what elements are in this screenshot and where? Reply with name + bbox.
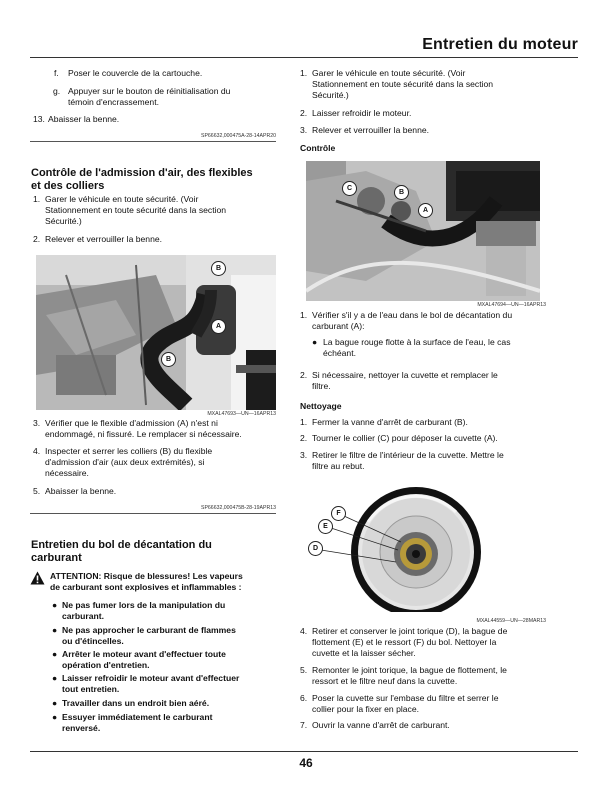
step-text: Abaisser la benne. [48, 114, 120, 124]
step-text-line: Poser la cuvette sur l'embase du filtre et serrer le [312, 693, 499, 703]
step-text-line: ressort et le filtre neuf dans la cuvette. [312, 676, 458, 686]
safety-bullet [52, 712, 282, 734]
header-rule [30, 57, 578, 58]
bullet-line: Essuyer immédiatement le carburant [62, 712, 213, 722]
subheading-controle: Contrôle [300, 143, 336, 153]
safety-bullet [52, 625, 282, 647]
image-caption: MXAL44559—UN—28MAR13 [476, 618, 546, 624]
step-number: 4. [33, 446, 41, 456]
step-text-line: Stationnement en toute sécurité dans la section [45, 205, 227, 215]
step-number: 6. [300, 693, 308, 703]
bullet-line: ou d'étincelles. [62, 636, 124, 646]
section-divider [30, 513, 276, 514]
step-text-line: flottement (E) et le ressort (F) du bol. Nettoyer la [312, 637, 497, 647]
step-text-line: collier pour la fixer en place. [312, 704, 419, 714]
bullet-dot: ● [52, 600, 58, 610]
step-text-line: filtre. [312, 381, 331, 391]
step-number: 2. [33, 234, 41, 244]
bullet-dot: ● [52, 712, 58, 722]
safety-bullet [52, 600, 282, 622]
step-number: 3. [300, 450, 308, 460]
warning-line: de carburant sont explosives et inflammables : [50, 582, 242, 592]
image-caption: MXAL47694—UN—16APR13 [477, 302, 546, 308]
bullet-dot: ● [52, 698, 58, 708]
bullet-line: carburant. [62, 611, 105, 621]
step-number: 7. [300, 720, 308, 730]
step-text-line: filtre au rebut. [312, 461, 365, 471]
bullet-line: échéant. [323, 348, 356, 358]
step-text: Relever et verrouiller la benne. [312, 125, 430, 135]
section-heading-line: et des colliers [31, 179, 105, 192]
step-text-line: Retirer et conserver le joint torique (D), la bague de [312, 626, 508, 636]
reference-code: SP66632,000475A-28-14APR20 [201, 133, 276, 139]
step-number: 4. [300, 626, 308, 636]
step-number: 2. [300, 433, 308, 443]
bullet-line: renversé. [62, 723, 101, 733]
callout-b: B [394, 185, 409, 200]
step-number: 1. [300, 417, 308, 427]
step-g [53, 86, 283, 108]
step-number: 1. [300, 68, 308, 78]
step-number: 13. [33, 114, 45, 124]
step-number: 3. [33, 418, 41, 428]
section-heading [31, 167, 291, 192]
step-number: 3. [300, 125, 308, 135]
step-number: g. [53, 86, 61, 96]
step-text: Abaisser la benne. [45, 486, 117, 496]
callout-b-bottom: B [161, 352, 176, 367]
step-text: Ouvrir la vanne d'arrêt de carburant. [312, 720, 450, 730]
fuel-bowl-photo [306, 161, 540, 301]
step-number: 1. [300, 310, 308, 320]
bullet-line: Ne pas fumer lors de la manipulation du [62, 600, 226, 610]
step-text-line: Stationnement en toute sécurité dans la section [312, 79, 494, 89]
check-step-2 [300, 370, 570, 392]
step-text-line: endommagé, ni fissuré. Le remplacer si nécessaire. [45, 429, 242, 439]
footer-rule [30, 751, 578, 752]
step-3 [33, 418, 283, 440]
page-title: Entretien du moteur [422, 36, 578, 53]
step-text-line: Garer le véhicule en toute sécurité. (Voir [45, 194, 199, 204]
warning-line: ATTENTION: Risque de blessures! Les vapeurs [50, 571, 243, 581]
callout-d: D [308, 541, 323, 556]
step-text-line: Retirer le filtre de l'intérieur de la cuvette. Mettre le [312, 450, 504, 460]
filter-bowl-photo [306, 482, 546, 612]
section-heading-line: Entretien du bol de décantation du [31, 539, 212, 551]
bullet-line: opération d'entretien. [62, 660, 150, 670]
step-text: Poser le couvercle de la cartouche. [68, 68, 203, 78]
section-heading-line: Contrôle de l'admission d'air, des flexibles [31, 167, 253, 179]
callout-c: C [342, 181, 357, 196]
check-bullet [312, 337, 572, 359]
fuel-bowl-illustration [306, 161, 540, 301]
step-number: 2. [300, 108, 308, 118]
clean-step-3 [300, 450, 570, 472]
callout-e: E [318, 519, 333, 534]
engine-illustration [36, 255, 276, 410]
bullet-line: tout entretien. [62, 684, 120, 694]
bullet-dot: ● [312, 337, 318, 347]
step-number: f. [54, 68, 59, 78]
section-heading [31, 539, 291, 564]
step-text-line: témoin d'encrassement. [68, 97, 159, 107]
step-1 [300, 68, 570, 102]
filter-bowl-illustration [306, 482, 546, 612]
bullet-line: Arrêter le moteur avant d'effectuer toute [62, 649, 226, 659]
clean-step-6 [300, 693, 575, 715]
bullet-dot: ● [52, 673, 58, 683]
step-text-line: cuvette et la laisser sécher. [312, 648, 416, 658]
step-text-line: d'admission d'air (aux deux extrémités), si [45, 457, 205, 467]
step-text-line: Sécurité.) [312, 90, 349, 100]
callout-a: A [211, 319, 226, 334]
step-text: Tourner le collier (C) pour déposer la cuvette (A). [312, 433, 498, 443]
bullet-line: Laisser refroidir le moteur avant d'effectuer [62, 673, 240, 683]
section-heading-line: carburant [31, 551, 82, 564]
callout-b-top: B [211, 261, 226, 276]
reference-code: SP66632,000475B-28-19APR13 [201, 505, 276, 511]
safety-bullet [52, 673, 282, 695]
step-text: Relever et verrouiller la benne. [45, 234, 163, 244]
step-text-line: Appuyer sur le bouton de réinitialisation du [68, 86, 231, 96]
step-text-line: Vérifier que le flexible d'admission (A) n'est ni [45, 418, 218, 428]
bullet-line: Ne pas approcher le carburant de flammes [62, 625, 236, 635]
step-text: Fermer la vanne d'arrêt de carburant (B). [312, 417, 468, 427]
bullet-dot: ● [52, 625, 58, 635]
step-text-line: nécessaire. [45, 468, 89, 478]
step-number: 1. [33, 194, 41, 204]
step-text-line: Vérifier s'il y a de l'eau dans le bol de décantation du [312, 310, 513, 320]
check-step-1 [300, 310, 570, 332]
engine-intake-photo [36, 255, 276, 410]
subheading-nettoyage: Nettoyage [300, 401, 342, 411]
callout-f: F [331, 506, 346, 521]
warning-text [50, 571, 290, 593]
bullet-line: La bague rouge flotte à la surface de l'eau, le cas [323, 337, 511, 347]
step-number: 5. [300, 665, 308, 675]
safety-bullet [52, 649, 282, 671]
step-4 [33, 446, 283, 480]
step-number: 2. [300, 370, 308, 380]
page-number: 46 [299, 756, 313, 770]
image-caption: MXAL47693—UN—16APR13 [207, 411, 276, 417]
step-text-line: Si nécessaire, nettoyer la cuvette et remplacer le [312, 370, 498, 380]
section-divider [30, 141, 276, 142]
clean-step-4 [300, 626, 575, 660]
warning-icon [30, 571, 45, 585]
bullet-dot: ● [52, 649, 58, 659]
step-text-line: Inspecter et serrer les colliers (B) du flexible [45, 446, 213, 456]
step-text-line: Remonter le joint torique, la bague de flottement, le [312, 665, 507, 675]
step-text-line: Sécurité.) [45, 216, 82, 226]
step-text-line: carburant (A): [312, 321, 365, 331]
clean-step-5 [300, 665, 575, 687]
step-text: Laisser refroidir le moteur. [312, 108, 412, 118]
step-1 [33, 194, 283, 228]
step-number: 5. [33, 486, 41, 496]
callout-a: A [418, 203, 433, 218]
bullet-line: Travailler dans un endroit bien aéré. [62, 698, 210, 708]
step-text-line: Garer le véhicule en toute sécurité. (Voir [312, 68, 466, 78]
